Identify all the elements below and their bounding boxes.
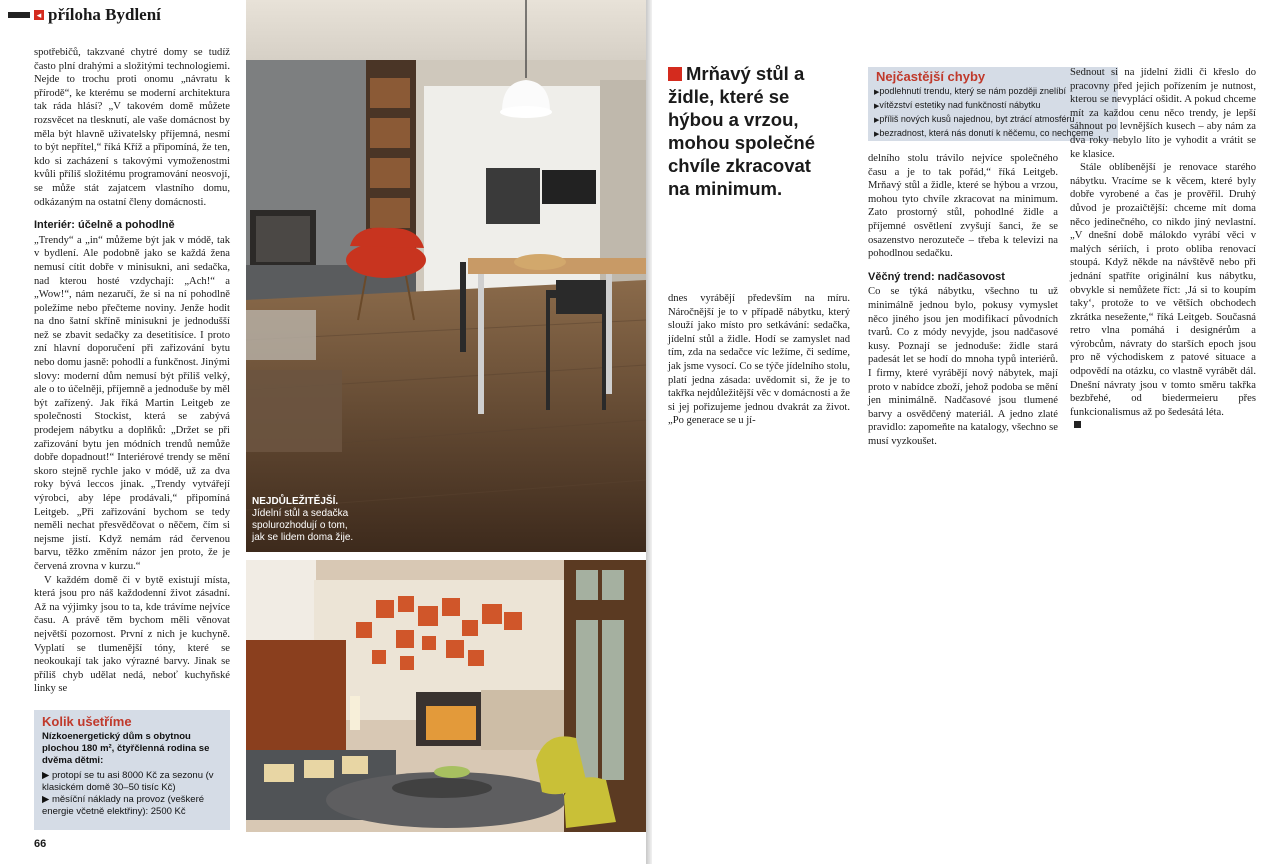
- savings-box-lead: Nízkoenergetický dům s obytnou plochou 180 m², čtyřčlenná rodina se dvěma dětmi:: [42, 731, 210, 766]
- pull-quote: Mrňavý stůl a židle, které se hýbou a vrzou, mohou společné chvíle zkracovat na minimum.: [668, 63, 815, 199]
- section-title: příloha Bydlení: [48, 5, 161, 24]
- paragraph: Sednout si na jídelní židli či křeslo do pracovny před jejich pořízením je nutnost, kterou se nevyplácí ošidit. A pokud chceme mít za každou cenu něco trendy, je lepší sáhnout po levnějších kusech – aby nám za dva roky nebylo líto je vyhodit a vrátit se ke klasice.: [1070, 67, 1256, 160]
- caption-title: NEJDŮLEŽITĚJŠÍ.: [252, 496, 339, 507]
- mistake-item: ▶ vítězství estetiky nad funkčností nábytku: [874, 99, 1112, 113]
- subheading: Věčný trend: nadčasovost: [868, 270, 1005, 283]
- mistakes-box-title: Nejčastější chyby: [876, 69, 986, 84]
- photo-dining-room: [246, 0, 646, 552]
- paragraph: Co se týká nábytku, všechno tu už minimálně jednou bylo, pokusy vymyslet něco jiného jsou jen modifikací původních tvarů. Co z módy nevyjde, jsou nadčasové kusy. Poznají se jednoduše: židle stará padesát let se hodí do mnoha typů interiérů. I firmy, které vyrábějí nový nábytek, mají proto v nabídce zboží, jehož podoba se mění jen minimálně. Nadčasové jsou tlumené barvy a osvědčený materiál. A jedno zlaté pravidlo: zapomeňte na katalogy, všechno se musí vyzkoušet.: [868, 286, 1058, 447]
- mistake-item: ▶ podlehnutí trendu, který se nám později znelíbí: [874, 85, 1112, 99]
- caption-text: Jídelní stůl a sedačka spolurozhodují o tom, jak se lidem doma žije.: [252, 508, 354, 543]
- header-marker-icon: ◂: [34, 10, 44, 20]
- page-number: 66: [34, 838, 47, 850]
- savings-item: ▶ protopí se tu asi 8000 Kč za sezonu (v klasickém domě 30–50 tisíc Kč): [42, 770, 214, 793]
- dining-room-illustration: [246, 0, 646, 552]
- savings-box-title: Kolik ušetříme: [42, 714, 132, 729]
- paragraph: V každém domě či v bytě existují místa, která jsou pro náš každodenní život zásadní. Až na výjimky jsou to ta, kde trávíme nejvíce času. A právě těm bychom měli věnovat největší pozornost. První z nich je kuchyně. Vyplatí se tlumenější tóny, které se neokoukají tak jako výrazné barvy. Jinak se příliš chyb udělat nedá, neboť kuchyňské linky se: [34, 574, 230, 695]
- mistake-item: ▶ bezradnost, která nás donutí k něčemu, co nechceme: [874, 127, 1112, 141]
- living-room-illustration: [246, 560, 646, 832]
- subheading: Interiér: účelně a pohodlně: [34, 219, 175, 232]
- photo-caption: [252, 496, 362, 544]
- page-gutter: [646, 0, 652, 864]
- photo-living-room: [246, 560, 646, 832]
- pull-quote-marker-icon: [668, 67, 682, 81]
- middle-text-column: [668, 292, 850, 427]
- left-text-column: [34, 46, 230, 694]
- right-text-column-2: [1070, 66, 1256, 418]
- paragraph: Stále oblíbenější je renovace starého nábytku. Vracíme se k věcem, které byly dobře vyrobené a čas je prověřil. Druhý důvod je prozaičtější: chceme mít doma něco jedinečného, co nikdo jiný nevlastní. „V dnešní době málokdo vyrábí věci v malých sériích, i proto obliba renovací stoupá. Když někde na návštěvě nebo při jednání spatříte originální kus nábytku, obvykle si nemůžete říct: ‚Já si to koupím taky‘, protože to ve větších obchodech zkrátka nesežente,“ říká Leitgeb. Současná retro vlna pomáhá i designérům a výrobcům, návraty do starších epoch jsou pro ně východiskem z patové situace a odpovědí na otázku, co vlastně vyrábět dál. Dnešní návraty jsou v tomto směru takřka bezbřehé, od biedermeieru přes funkcionalismus až po šedesátá léta.: [1070, 162, 1256, 418]
- savings-box: [34, 710, 230, 830]
- bullet-icon: ▶: [42, 770, 52, 781]
- end-of-article-icon: [1074, 421, 1081, 428]
- paragraph: dnes vyrábějí především na míru. Náročnější je to v případě nábytku, který slouží jako místo pro setkávání: sedačka, jídelní stůl a židle. Hodí se zamyslet nad tím, zda na sedačce víc ležíme, či sedíme, jak jsme vysocí. Co se týče jídelního stolu, platí jedna zásada: uvědomit si, že je to takřka nejdůležitější věc v domácnosti a že si jej pořizujeme jednou dvakrát za život. „Po generace se u jí-: [668, 293, 850, 427]
- paragraph: delního stolu trávilo nejvíce společného času a je to tak pořád,“ říká Leitgeb. Mrňavý stůl a židle, které se hýbou a vrzou, mohou tyto chvíle zkracovat na minimum. Zato prostorný stůl, pohodlné židle a příjemné osvětlení zvyšují šanci, že se osazenstvo nerozuteče – třeba k televizi na pohodlnou sedačku.: [868, 153, 1058, 260]
- section-header: [8, 4, 161, 26]
- savings-item: ▶ měsíční náklady na provoz (veškeré energie včetně elektřiny): 2500 Kč: [42, 794, 205, 817]
- mistake-item: ▶ příliš nových kusů najednou, byt ztrácí atmosféru: [874, 113, 1112, 127]
- paragraph: „Trendy“ a „in“ můžeme být jak v módě, tak v bydlení. Ale podobně jako se každá žena nemusí cítit dobře v minisukni, ani sedačka, nad kterou hosté vzdychají: „Ach!“ a „Wow!“, nám nezaručí, že si na ní pohodlně poležíme nebo přečteme noviny. Jenže hodit na dno šatní skříně minisukni je jednodušší než se zbavit sedačky za desetitisíce. I proto zní hlavní doporučení při zařizování bytu nebo domu jasně: pohodlí a funkčnost. Jinými slovy: moderní dům nemusí být příliš velký, ale o to účelněji, příjemně a jednoduše by měl být zařízený. Jak říká Martin Leitgeb ze společnosti Stockist, která se zabývá prodejem nábytku a doplňků: „Držet se při zařizování bytu jen módních trendů nemůže dobře dopadnout!“ Interiérové trendy se mění skoro stejně rychle jako v módě, už za dva roky bývá leccos jinak. „Trendy vytvářejí výrobci, aby lépe prodávali,“ připomíná Leitgeb. „Při zařizování bychom se tedy neměli nechat přesvědčovat o něčem, čím si nejsme jistí. Když nemám rád červenou barvu, těžko změním názor jen proto, že je červená zrovna v kurzu.“: [34, 234, 230, 572]
- paragraph: spotřebičů, takzvané chytré domy se tudíž často plní drahými a složitými technologiemi. Nejde to trochu proti onomu „návratu k přírodě“, ke kterému se moderní architektura tak ráda hlásí? „V takovém domě můžete rozsvěcet na tlesknutí, ale vaše domácnost by měla být hlavně uživatelsky příjemná, nesmí to být nepřítel,“ říká Kříž a připomíná, že ten, kdo si zacházení s takovými vymoženostmi kvůli příliš složitému programování neosvojí, se může stát zajatcem vlastního domu, odkázaným na ostatní členy domácnosti.: [34, 47, 230, 208]
- right-text-column-1: [868, 152, 1058, 447]
- header-bar: [8, 12, 30, 18]
- bullet-icon: ▶: [42, 794, 52, 805]
